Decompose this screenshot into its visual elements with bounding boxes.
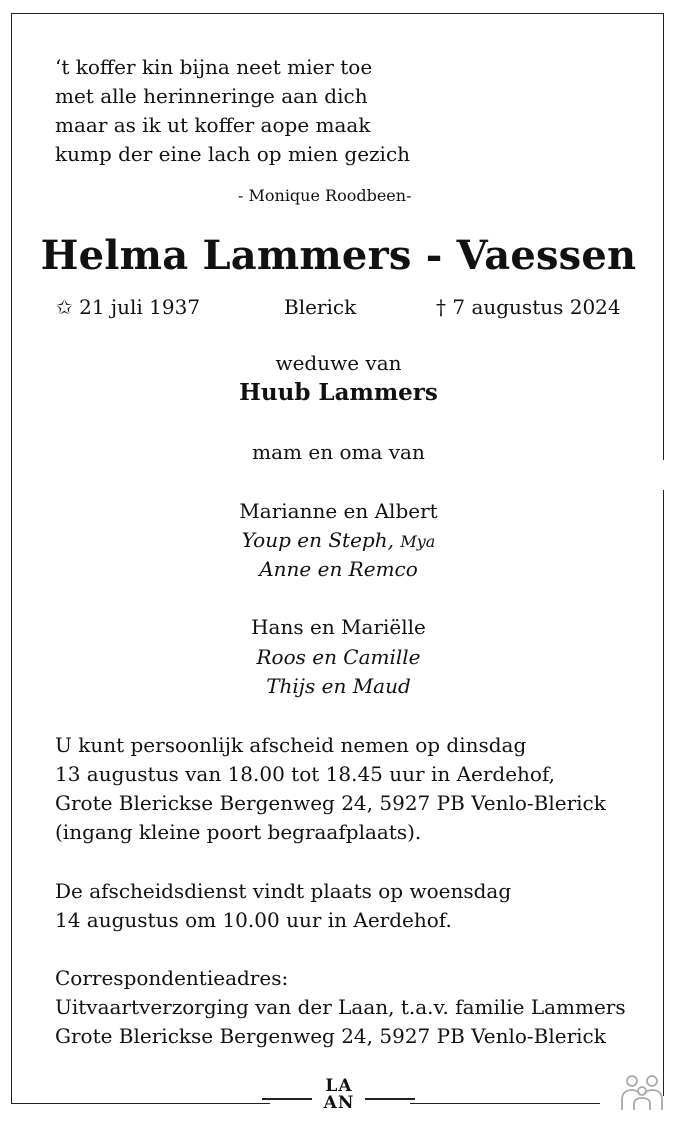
correspondence-line: Grote Blerickse Bergenweg 24, 5927 PB Venlo-Blerick — [55, 1024, 606, 1048]
family-parents: Hans en Mariëlle — [251, 615, 426, 639]
family-child-names: Youp en Steph, — [241, 528, 394, 552]
birth-date-text: 21 juli 1937 — [79, 295, 201, 319]
service-line: 14 augustus om 10.00 uur in Aerdehof. — [55, 908, 452, 932]
birth-date — [56, 293, 200, 322]
logo-rule — [262, 1098, 312, 1100]
death-date: † 7 augustus 2024 — [436, 295, 621, 319]
farewell-line: U kunt persoonlijk afscheid nemen op dinsdag — [55, 733, 527, 757]
deceased-name: Helma Lammers - Vaessen — [40, 232, 637, 279]
poem-line: ‘t koffer kin bijna neet mier toe — [55, 55, 373, 79]
poem-author: - Monique Roodbeen- — [238, 186, 412, 205]
farewell-line: Grote Blerickse Bergenweg 24, 5927 PB Venlo-Blerick — [55, 791, 606, 815]
family-child: Thijs en Maud — [266, 674, 411, 698]
correspondence-line: Uitvaartverzorging van der Laan, t.a.v. familie Lammers — [55, 995, 626, 1019]
spouse-name: Huub Lammers — [239, 379, 438, 406]
birth-place: Blerick — [284, 295, 357, 319]
logo-line2: AN — [323, 1093, 355, 1113]
family-parents: Marianne en Albert — [239, 499, 438, 523]
correspondence-line: Correspondentieadres: — [55, 966, 289, 990]
family-child — [0, 526, 677, 556]
farewell-line: 13 augustus van 18.00 tot 18.45 uur in Aerdehof, — [55, 762, 556, 786]
farewell-line: (ingang kleine poort begraafplaats). — [55, 820, 422, 844]
poem-line: maar as ik ut koffer aope maak — [55, 113, 371, 137]
service-line: De afscheidsdienst vindt plaats op woensdag — [55, 879, 512, 903]
family-label: mam en oma van — [252, 440, 425, 464]
family-child: Roos en Camille — [256, 645, 421, 669]
logo-line1: LA — [325, 1076, 353, 1096]
family-child-extra: Mya — [400, 532, 436, 551]
widow-label: weduwe van — [275, 351, 402, 375]
poem-line: met alle herinneringe aan dich — [55, 84, 368, 108]
birth-symbol: ✩ — [56, 295, 73, 319]
logo-rule — [365, 1098, 415, 1100]
family-icon — [618, 1072, 666, 1112]
family-child: Anne en Remco — [259, 557, 418, 581]
poem-line: kump der eine lach op mien gezich — [55, 142, 411, 166]
funeral-logo — [322, 1078, 356, 1112]
